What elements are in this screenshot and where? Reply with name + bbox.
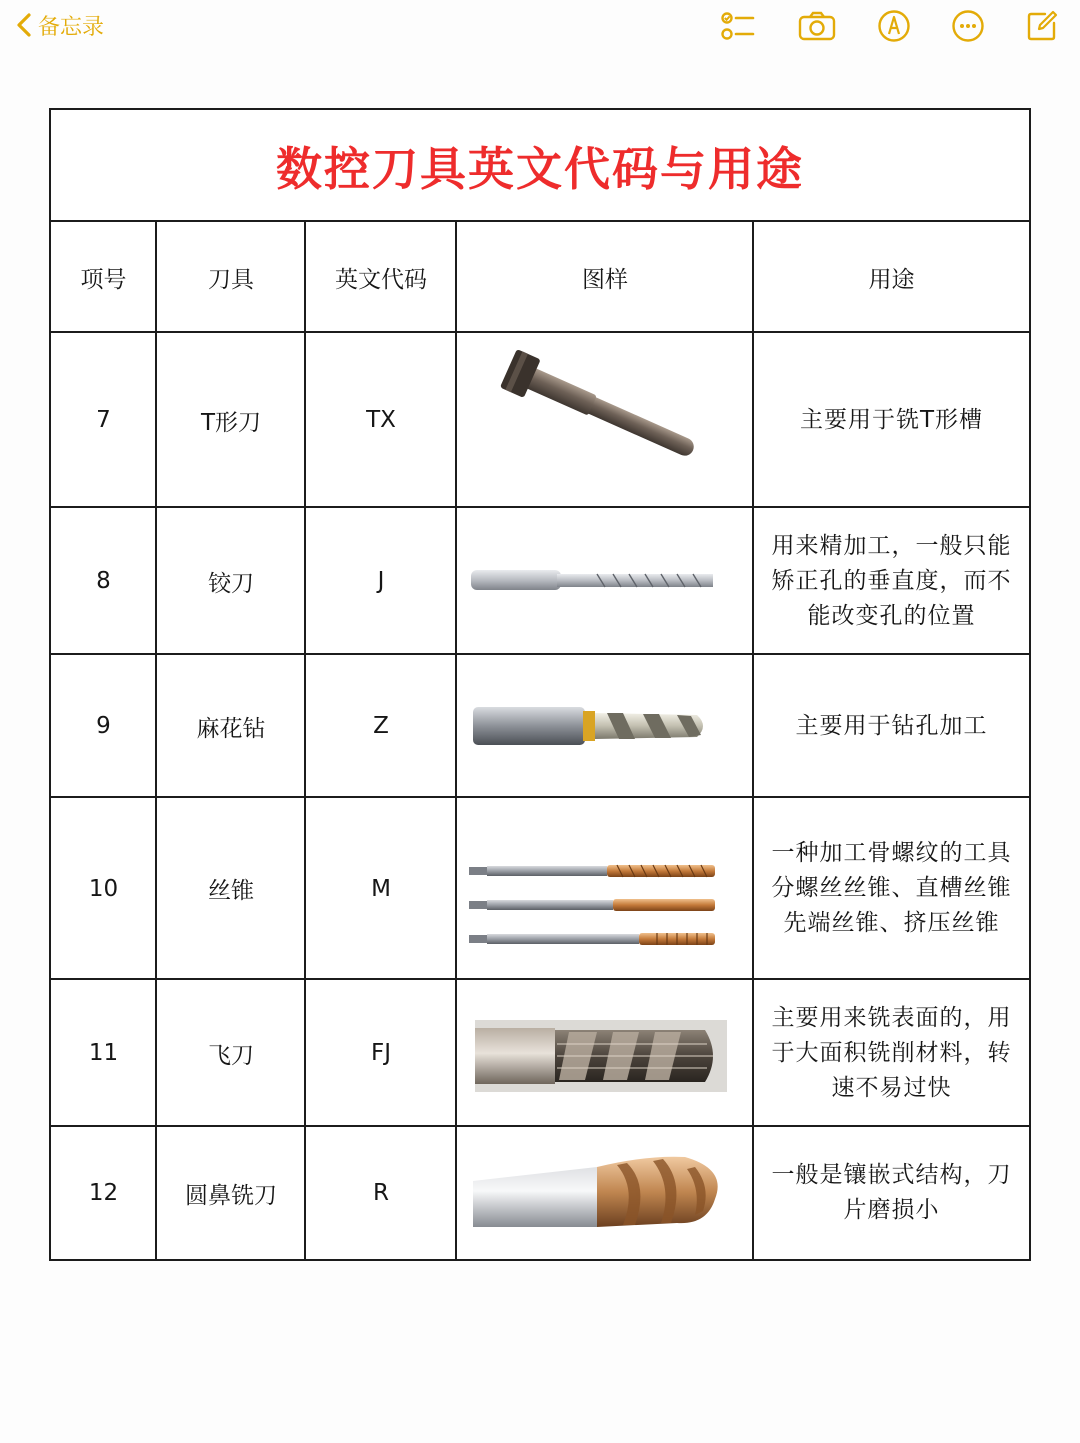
back-label: 备忘录: [38, 14, 105, 40]
checklist-icon[interactable]: [718, 8, 758, 44]
camera-icon[interactable]: [797, 8, 837, 44]
taps-image: [457, 798, 753, 979]
row-code: TX: [366, 407, 396, 433]
row-usage: 主要用于铣T形槽: [799, 406, 984, 433]
back-button[interactable]: [16, 8, 104, 42]
header-code: 英文代码: [335, 266, 427, 293]
twist-drill-image: [457, 655, 753, 797]
markup-pen-icon[interactable]: [874, 8, 914, 44]
reamer-image: [457, 508, 753, 654]
table-title: 数控刀具英文代码与用途: [276, 142, 804, 196]
row-code: FJ: [370, 1040, 391, 1066]
row-index: 11: [88, 1040, 119, 1066]
row-index: 7: [96, 407, 111, 433]
row-tool: 铰刀: [208, 570, 254, 597]
row-code: J: [377, 568, 385, 594]
bull-nose-mill-image: [457, 1127, 753, 1259]
compose-icon[interactable]: [1022, 8, 1062, 44]
row-tool: 麻花钻: [196, 715, 266, 742]
chevron-left-icon: [16, 12, 32, 38]
header-image: 图样: [582, 266, 628, 293]
row-usage: 主要用于钻孔加工: [795, 712, 988, 739]
row-usage: 一种加工骨螺纹的工具分螺丝丝锥、直槽丝锥先端丝锥、挤压丝锥: [771, 840, 1012, 936]
roughing-cutter-image: [457, 980, 753, 1126]
row-tool: T形刀: [200, 409, 262, 436]
header-tool: 刀具: [208, 266, 254, 293]
tool-code-table: [49, 108, 1031, 1261]
t-slot-cutter-image: [457, 333, 753, 507]
header-index: 项号: [80, 266, 127, 293]
row-tool: 丝锥: [208, 878, 254, 904]
row-usage: 用来精加工，一般只能矫正孔的垂直度，而不能改变孔的位置: [771, 532, 1012, 629]
row-index: 12: [88, 1180, 119, 1206]
row-usage: 主要用来铣表面的，用于大面积铣削材料，转速不易过快: [771, 1004, 1012, 1101]
row-index: 10: [88, 875, 119, 902]
row-code: M: [371, 875, 391, 902]
row-index: 9: [96, 713, 111, 739]
row-tool: 飞刀: [208, 1042, 254, 1069]
more-icon[interactable]: [948, 8, 988, 44]
row-usage: 一般是镶嵌式结构，刀片磨损小: [771, 1162, 1012, 1223]
row-tool: 圆鼻铣刀: [185, 1182, 277, 1209]
row-index: 8: [96, 568, 111, 594]
top-toolbar: [0, 0, 1080, 56]
row-code: Z: [373, 713, 389, 739]
header-usage: 用途: [868, 266, 915, 293]
row-code: R: [373, 1180, 389, 1206]
